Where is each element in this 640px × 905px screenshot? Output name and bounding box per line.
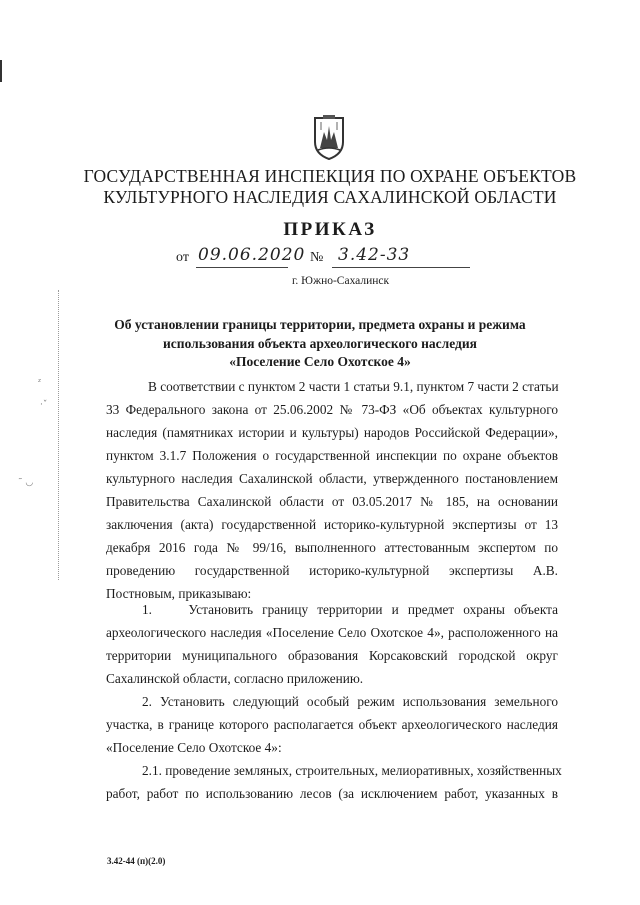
- text-line: территории муниципального образования Корсаковский городской округ: [106, 648, 558, 663]
- text-line: 2. Установить следующий особый режим использования земельного: [142, 694, 558, 709]
- scan-edge-mark: [0, 60, 2, 82]
- text-line: 1. Установить границу территории и предмет охраны объекта: [142, 602, 558, 617]
- text-line: «Поселение Село Охотское 4»:: [106, 740, 282, 755]
- paragraph-item-1: [106, 598, 558, 690]
- text-line: 33 Федерального закона от 25.06.2002 № 73-ФЗ «Об объектах культурного: [106, 402, 558, 417]
- text-line: 2.1. проведение земляных, строительных, мелиоративных, хозяйственных: [142, 763, 562, 778]
- subject-line-1: Об установлении границы территории, предмета охраны и режима: [114, 317, 526, 332]
- city: г. Южно-Сахалинск: [292, 275, 390, 287]
- text-line: В соответствии с пунктом 2 части 1 статьи 9.1, пунктом 7 части 2 статьи: [148, 379, 559, 394]
- text-line: Постновым, приказываю:: [106, 586, 252, 601]
- text-line: декабря 2016 года № 99/16, выполненного аттестованным экспертом по: [106, 540, 558, 555]
- date-underline: [196, 267, 288, 268]
- scan-artifact: ·ˇ: [40, 400, 48, 410]
- org-line-1: ГОСУДАРСТВЕННАЯ ИНСПЕКЦИЯ ПО ОХРАНЕ ОБЪЕКТОВ: [83, 166, 577, 186]
- organization-name: [60, 166, 600, 208]
- number-label: №: [310, 250, 324, 265]
- text-line: работ, работ по использованию лесов (за исключением работ, указанных в: [106, 786, 558, 801]
- org-line-2: КУЛЬТУРНОГО НАСЛЕДИЯ САХАЛИНСКОЙ ОБЛАСТИ: [103, 187, 557, 207]
- text-line: Правительства Сахалинской области от 03.05.2017 № 185, на основании: [106, 494, 558, 509]
- scan-artifact: ˜ ◡: [18, 478, 34, 488]
- date-value: 09.06.2020: [198, 245, 306, 265]
- subject-line-3: «Поселение Село Охотское 4»: [229, 354, 411, 369]
- scan-margin-line: [58, 290, 59, 580]
- order-subject: [80, 316, 560, 372]
- order-meta: [176, 247, 476, 269]
- paragraph-preamble: [106, 375, 558, 605]
- text-line: Сахалинской области, согласно приложению.: [106, 671, 364, 686]
- document-type: ПРИКАЗ: [283, 219, 377, 240]
- text-line: проведению государственной историко-культурной экспертизы А.В.: [106, 563, 558, 578]
- text-line: заключения (акта) государственной историко-культурной экспертизы от 13: [106, 517, 558, 532]
- coat-of-arms-icon: [312, 114, 346, 160]
- scan-artifact: ᶻ: [38, 378, 42, 388]
- text-line: наследия (памятниках истории и культуры) народов Российской Федерации»,: [106, 425, 558, 440]
- text-line: участка, в границе которого располагается объект археологического наследия: [106, 717, 558, 732]
- number-underline: [332, 267, 470, 268]
- paragraph-item-2: [106, 690, 558, 759]
- text-line: пунктом 3.1.7 Положения о государственной инспекции по охране объектов: [106, 448, 558, 463]
- text-line: культурного наследия Сахалинской области, утвержденного постановлением: [106, 471, 558, 486]
- number-value: 3.42-33: [338, 245, 411, 265]
- paragraph-item-2-1: [106, 759, 562, 805]
- date-label: от: [176, 250, 189, 265]
- text-line: археологического наследия «Поселение Село Охотское 4», расположенного на: [106, 625, 558, 640]
- form-code: 3.42-44 (п)(2.0): [107, 856, 166, 866]
- subject-line-2: использования объекта археологического наследия: [163, 335, 477, 351]
